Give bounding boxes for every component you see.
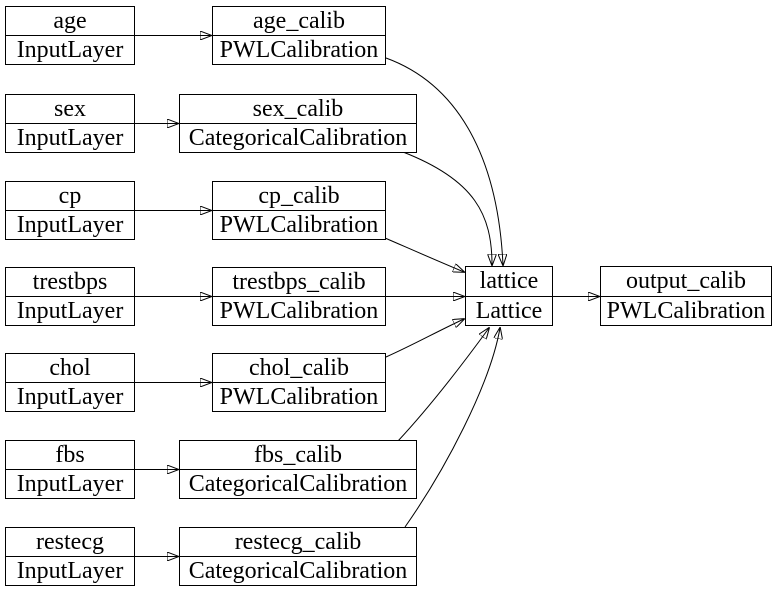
node-output_calib-type: PWLCalibration: [606, 297, 766, 324]
node-sex-title: sex: [6, 95, 134, 124]
node-lattice-type: Lattice: [475, 297, 543, 324]
edge-fbs_calib-to-lattice: [398, 328, 489, 441]
node-sex_calib-type: CategoricalCalibration: [188, 125, 408, 151]
edge-restecg_calib-to-lattice: [405, 328, 500, 527]
node-age-type: InputLayer: [16, 37, 124, 63]
node-cp-type: InputLayer: [16, 212, 124, 238]
node-chol: [5, 353, 135, 412]
node-fbs-type: InputLayer: [16, 471, 124, 497]
node-lattice: [465, 266, 553, 326]
node-lattice-title: lattice: [466, 267, 552, 297]
node-sex: [5, 94, 135, 153]
node-age-title: age: [6, 7, 134, 36]
node-age: [5, 6, 135, 65]
node-sex-type: InputLayer: [16, 125, 124, 151]
node-sex_calib-title: sex_calib: [180, 95, 416, 124]
node-age_calib: [212, 6, 386, 65]
node-restecg-type: InputLayer: [16, 558, 124, 584]
node-fbs_calib: [179, 440, 417, 499]
node-restecg_calib: [179, 527, 417, 586]
node-trestbps_calib-title: trestbps_calib: [213, 268, 385, 297]
node-trestbps_calib: [212, 267, 386, 326]
node-cp-title: cp: [6, 182, 134, 211]
edge-chol_calib-to-lattice: [386, 319, 464, 357]
node-output_calib-title: output_calib: [601, 267, 771, 297]
node-age_calib-title: age_calib: [213, 7, 385, 36]
node-cp_calib-title: cp_calib: [213, 182, 385, 211]
node-fbs-title: fbs: [6, 441, 134, 470]
edge-sex_calib-to-lattice: [403, 152, 492, 265]
node-cp_calib: [212, 181, 386, 240]
node-chol-title: chol: [6, 354, 134, 383]
node-cp_calib-type: PWLCalibration: [219, 212, 379, 238]
node-trestbps-title: trestbps: [6, 268, 134, 297]
node-chol_calib-type: PWLCalibration: [219, 384, 379, 410]
node-restecg_calib-title: restecg_calib: [180, 528, 416, 557]
node-trestbps_calib-type: PWLCalibration: [219, 298, 379, 324]
node-fbs_calib-type: CategoricalCalibration: [188, 471, 408, 497]
node-chol-type: InputLayer: [16, 384, 124, 410]
node-trestbps-type: InputLayer: [16, 298, 124, 324]
node-fbs_calib-title: fbs_calib: [180, 441, 416, 470]
node-cp: [5, 181, 135, 240]
node-age_calib-type: PWLCalibration: [219, 37, 379, 63]
node-trestbps: [5, 267, 135, 326]
node-restecg-title: restecg: [6, 528, 134, 557]
node-restecg_calib-type: CategoricalCalibration: [188, 558, 408, 584]
node-fbs: [5, 440, 135, 499]
edge-cp_calib-to-lattice: [385, 238, 464, 272]
node-restecg: [5, 527, 135, 586]
edge-age_calib-to-lattice: [386, 58, 503, 265]
node-output_calib: [600, 266, 772, 326]
node-chol_calib: [212, 353, 386, 412]
node-sex_calib: [179, 94, 417, 153]
node-chol_calib-title: chol_calib: [213, 354, 385, 383]
